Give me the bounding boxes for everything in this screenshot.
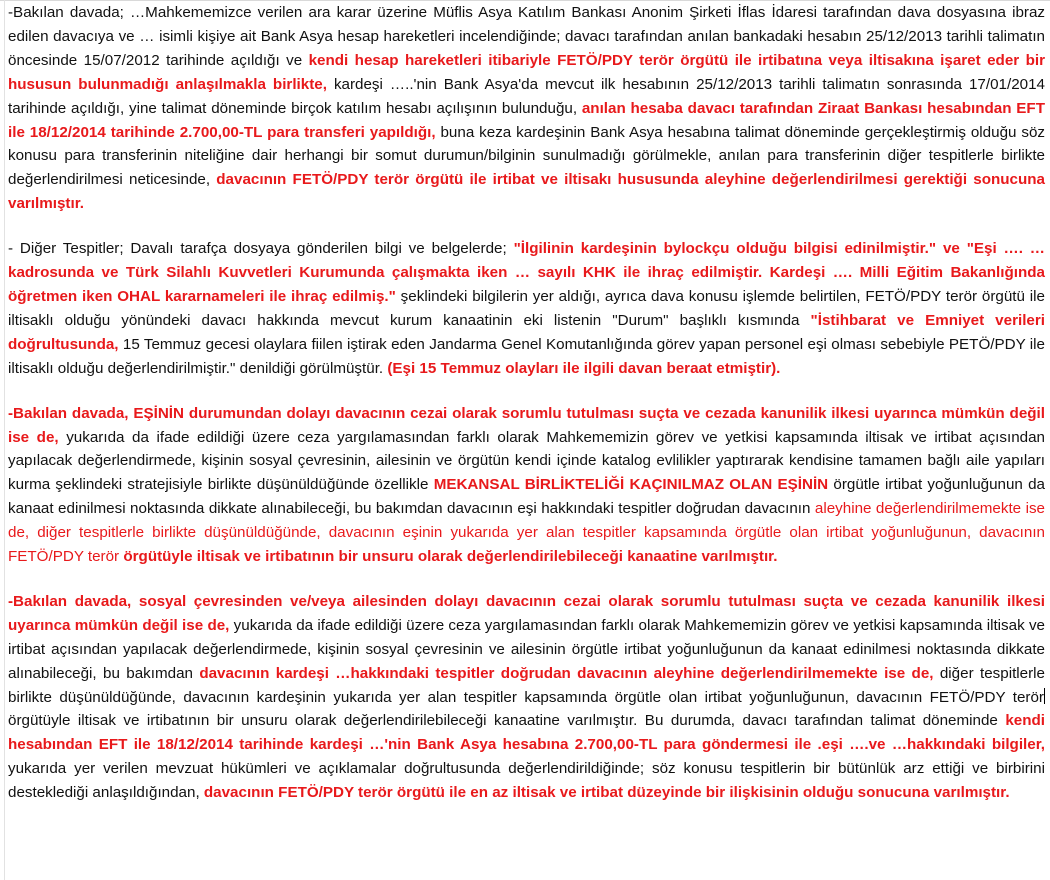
emphasized-text-segment: kendi hesabından EFT ile 18/12/2014 tarihinde kardeşi …'nin Bank Asya hesabına 2.700,00-TL para göndermesi ile .eşi ….ve …hakkındaki bilgiler, [8, 712, 1045, 754]
paragraph-family-assessment [8, 590, 1045, 805]
emphasized-text-segment: örgütüyle iltisak ve irtibatının bir unsuru olarak değerlendirilebileceği kanaatine varılmıştır. [123, 548, 778, 566]
text-segment: - Diğer Tespitler; Davalı tarafça dosyaya gönderilen bilgi ve belgelerde; [8, 240, 514, 258]
emphasized-text-segment: davacının FETÖ/PDY terör örgütü ile en az iltisak ve irtibat düzeyinde bir ilişkisinin olduğu sonucuna varılmıştır. [203, 784, 1010, 802]
text-segment: kardeşi …..'nin Bank Asya'da mevcut ilk hesabının 25/12/2013 tarihli talimatın sonrasında 17/01/2014 tarihinde açıldığı, yine talimat döneminde birçok katılım hesabı açılışının bulunduğu, [8, 75, 1045, 117]
paragraph-other-findings [8, 237, 1045, 380]
text-cursor [1044, 688, 1045, 704]
emphasized-text-segment: "İstihbarat ve Emniyet verileri doğrultusunda, [8, 311, 1045, 353]
emphasized-text-segment: kendi hesap hareketleri itibariyle FETÖ/PDY terör örgütü ile irtibatına veya iltisakına işaret eder bir hususun bulunmadığı anlaşılmakla birlikte, [8, 51, 1045, 93]
emphasized-text-segment: davacının kardeşi …hakkındaki tespitler doğrudan davacının aleyhine değerlendirilmemekte ise de, [199, 664, 934, 682]
emphasized-text-segment: anılan hesaba davacı tarafından Ziraat Bankası hesabından EFT ile 18/12/2014 tarihinde 2.700,00-TL para transferi yapıldığı, [8, 99, 1045, 141]
text-segment: örgütüyle iltisak ve irtibatının bir unsuru olarak değerlendirilebileceği kanaatine varılmıştır. Bu durumda, davacı tarafından talimat döneminde [8, 712, 1006, 730]
text-segment: 15 Temmuz gecesi olaylara fiilen iştirak eden Jandarma Genel Komutanlığında görev yapan personel eşi olması sebebiyle PETÖ/PDY ile iltisaklı olduğu değerlendirilmiştir." denildiği görülmüştür. [8, 335, 1045, 377]
text-segment: buna keza kardeşinin Bank Asya hesabına talimat döneminde gerçekleştirmiş olduğu söz konusu para transferinin niteliğine dair herhangi bir somut durumun/bilginin sunulmadığı görülmekle, anılan para transferinin diğer tespitlerle birlikte değerlendirilmesi neticesinde, [8, 123, 1046, 189]
left-margin-line [4, 0, 5, 880]
paragraph-spouse-assessment [8, 402, 1045, 569]
emphasized-text-segment: "İlgilinin kardeşinin bylockçu olduğu bilgisi edinilmiştir." ve "Eşi …. … kadrosunda ve Türk Silahlı Kuvvetleri Kurumunda çalışmakta iken … sayılı KHK ile ihraç edilmiştir. Kardeşi …. Milli Eğitim Bakanlığında öğretmen iken OHAL kararnameleri ile ihraç edilmiş." [8, 240, 1045, 305]
emphasized-text-segment: MEKANSAL BİRLİKTELİĞİ KAÇINILMAZ OLAN EŞİNİN [433, 476, 829, 494]
text-segment: yukarıda da ifade edildiği üzere ceza yargılamasından farklı olarak Mahkememizin görev ve yetkisi kapsamında iltisak ve irtibat açısından yapılacak değerlendirmede, kişinin sosyal çevresinin, ailesinin ve örgütün kendi içinde katalog evlilikler yaptırarak kendisine tamamen bağlı aile yapıları kurma şeklindeki stratejisiyle birlikte düşünüldüğünde özellikle [8, 428, 1046, 494]
emphasized-text-segment: davacının FETÖ/PDY terör örgütü ile irtibat ve iltisakı hususunda aleyhine değerlendirilmesi gerektiği sonucuna varılmıştır. [8, 171, 1045, 213]
emphasized-text-segment: aleyhine değerlendirilmemekte ise de, diğer tespitlerle birlikte düşünüldüğünde, davacının eşinin yukarıda yer alan tespitler kapsamında örgütle olan irtibat yoğunluğunun, davacının FETÖ/PDY terör [8, 500, 1045, 566]
document-body[interactable] [8, 1, 1045, 826]
text-segment: şeklindeki bilgilerin yer aldığı, ayrıca dava konusu işlemde belirtilen, FETÖ/PDY terör örgütü ile iltisaklı olduğu yönündeki davacı hakkında mevcut kurum kanaatinin eki listenin "Durum" başlıklı kısmında [8, 287, 1045, 329]
text-segment: yukarıda yer verilen mevzuat hükümleri ve açıklamalar doğrultusunda değerlendirildiğinde; söz konusu tespitlerin bir bütünlük arz ettiği ve birbirini desteklediği anlaşıldığından, [8, 760, 1045, 802]
emphasized-text-segment: -Bakılan davada, sosyal çevresinden ve/veya ailesinden dolayı davacının cezai olarak sorumlu tutulması suçta ve cezada kanunilik ilkesi uyarınca mümkün değil ise de, [8, 592, 1045, 634]
paragraph-bank-asya-findings [8, 1, 1045, 216]
text-segment: örgütle irtibat yoğunluğunun da kanaat edinilmesi noktasında dikkate alınabileceği, bu bakımdan davacının eşi hakkındaki tespitler doğrudan davacının [8, 476, 1046, 518]
emphasized-text-segment: -Bakılan davada, EŞİNİN durumundan dolayı davacının cezai olarak sorumlu tutulması suçta ve cezada kanunilik ilkesi uyarınca mümkün değil ise de, [8, 404, 1045, 446]
text-segment: -Bakılan davada; …Mahkememizce verilen ara karar üzerine Müflis Asya Katılım Bankası Anonim Şirketi İflas İdaresi tarafından dava dosyasına ibraz edilen davacıya ve … isimli kişiye ait Bank Asya hesap hareketleri incelendiğinde; davacı tarafından anılan bankadaki hesabın 25/12/2013 tarihli talimatın öncesinde 15/07/2012 tarihinde açıldığı ve [8, 4, 1045, 69]
text-segment: yukarıda da ifade edildiği üzere ceza yargılamasından farklı olarak Mahkememizin görev ve yetkisi kapsamında iltisak ve irtibat açısından yapılacak değerlendirmede, kişinin sosyal çevresinin ve ailesinin örgütle irtibat yoğunluğunun da kanaat edinilmesi noktasında dikkate alınabileceği, bu bakımdan [8, 616, 1045, 682]
text-segment: diğer tespitlerle birlikte düşünüldüğünde, davacının kardeşinin yukarıda yer alan tespitler kapsamında örgütle olan irtibat yoğunluğunun, davacının FETÖ/PDY terör [8, 664, 1045, 706]
emphasized-text-segment: (Eşi 15 Temmuz olayları ile ilgili davan beraat etmiştir). [387, 359, 781, 377]
